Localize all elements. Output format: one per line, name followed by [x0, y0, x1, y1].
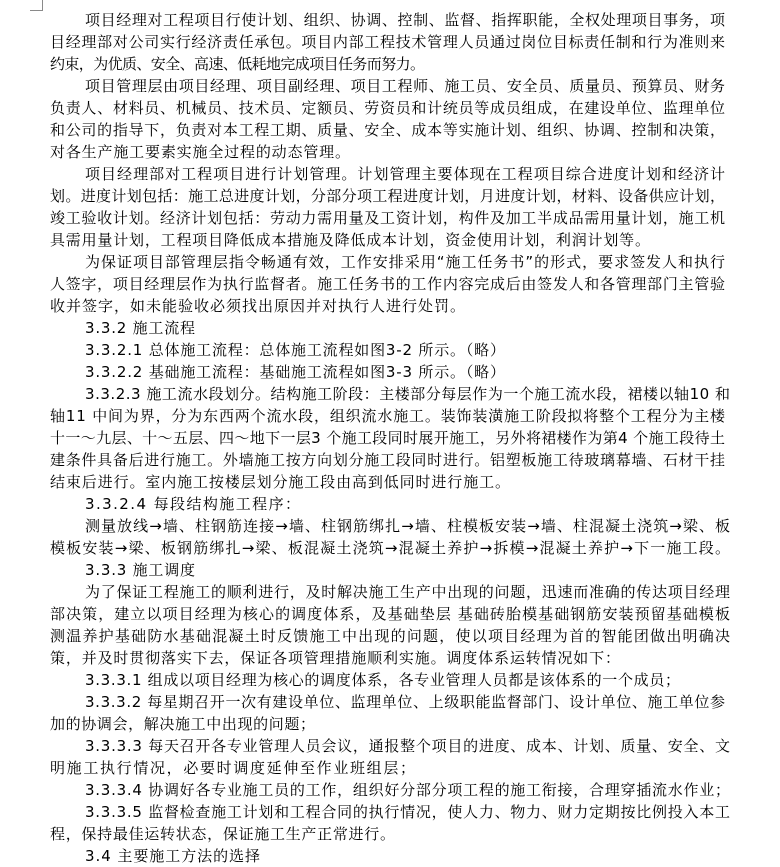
text-line-content: 目经理部对公司实行经济责任承包。项目内部工程技术管理人员通过岗位目标责任制和行为准则来	[50, 33, 726, 51]
text-line	[0, 229, 780, 251]
text-line-content: 人签字，项目经理层作为执行监督者。施工任务书的工作内容完成后由签发人和各管理部门主管验	[50, 275, 726, 293]
text-line	[0, 757, 780, 779]
text-line-content: 轴11 中间为界，分为东西两个流水段，组织流水施工。装饰装潢施工阶段拟将整个工程分为主楼	[50, 407, 726, 425]
text-line	[0, 625, 780, 647]
text-line-content: 3.3.2.3 施工流水段划分。结构施工阶段：主楼部分每层作为一个施工流水段，裙楼以轴10 和	[85, 385, 731, 403]
text-line	[0, 515, 780, 537]
text-line	[0, 471, 780, 493]
text-line	[0, 801, 780, 823]
text-line-content: 3.3.3.3 每天召开各专业管理人员会议，通报整个项目的进度、成本、计划、质量、安全、文	[85, 737, 731, 755]
text-line-content: 十一～九层、十～五层、四～地下一层3 个施工段同时展开施工，另外将裙楼作为第4 个施工段待土	[50, 429, 726, 447]
text-line	[0, 603, 780, 625]
text-line-content: 3.3.3 施工调度	[85, 561, 196, 579]
text-line-content: 为保证项目部管理层指令畅通有效，工作安排采用“施工任务书”的形式，要求签发人和执行	[85, 253, 726, 271]
text-line	[0, 31, 780, 53]
text-line	[0, 823, 780, 845]
document-page	[0, 9, 780, 867]
text-line	[0, 317, 780, 339]
text-line	[0, 449, 780, 471]
text-line	[0, 119, 780, 141]
text-line-content: 项目经理部对工程项目进行计划管理。计划管理主要体现在工程项目综合进度计划和经济计	[85, 165, 727, 183]
text-line	[0, 537, 780, 559]
text-line-content: 负责人、材料员、机械员、技术员、定额员、劳资员和计统员等成员组成，在建设单位、监理单位	[50, 99, 726, 117]
text-line	[0, 581, 780, 603]
text-line	[0, 647, 780, 669]
text-line	[0, 207, 780, 229]
text-line-content: 测量放线→墙、柱钢筋连接→墙、柱钢筋绑扎→墙、柱模板安装→墙、柱混凝土浇筑→梁、板	[85, 517, 732, 535]
text-line	[0, 53, 780, 75]
text-line	[0, 559, 780, 581]
text-line-content: 具需用量计划，工程项目降低成本措施及降低成本计划，资金使用计划，利润计划等。	[50, 231, 651, 249]
text-line-content: 结束后进行。室内施工按楼层划分施工段由高到低同时进行施工。	[50, 473, 511, 491]
text-line-content: 项目经理对工程项目行使计划、组织、协调、控制、监督、指挥职能，全权处理项目事务，项	[85, 11, 726, 29]
text-line	[0, 405, 780, 427]
text-line-content: 3.3.3.4 协调好各专业施工员的工作，组织好分部分项工程的施工衔接，合理穿插流水作业；	[85, 781, 731, 799]
text-line-content: 3.3.2.2 基础施工流程：基础施工流程如图3-3 所示。（略）	[85, 363, 506, 381]
text-line-content: 建条件具备后进行施工。外墙施工按方向划分施工段同时进行。铝塑板施工待玻璃幕墙、石材干挂	[50, 451, 726, 469]
text-line-content: 3.4 主要施工方法的选择	[85, 847, 261, 865]
text-line-content: 3.3.2.1 总体施工流程：总体施工流程如图3-2 所示。（略）	[85, 341, 506, 359]
text-line-content: 对各生产施工要素实施全过程的动态管理。	[50, 143, 351, 161]
text-line	[0, 163, 780, 185]
text-line-content: 和公司的指导下，负责对本工程工期、质量、安全、成本等实施计划、组织、协调、控制和决策，	[50, 121, 726, 139]
text-line-content: 测温养护基础防水基础混凝土时反馈施工中出现的问题，使以项目经理为首的智能团做出明确决	[50, 627, 732, 645]
text-line	[0, 845, 780, 867]
text-line-content: 收并签字，如未能验收必须找出原因并对执行人进行处罚。	[50, 297, 466, 315]
text-line	[0, 185, 780, 207]
text-line	[0, 779, 780, 801]
text-line-content: 明施工执行情况，必要时调度延伸至作业班组层；	[50, 759, 417, 777]
text-line	[0, 361, 780, 383]
text-line-content: 3.3.2 施工流程	[85, 319, 196, 337]
text-line	[0, 75, 780, 97]
text-line-content: 3.3.3.1 组成以项目经理为核心的调度体系，各专业管理人员都是该体系的一个成员；	[85, 671, 681, 689]
text-line-content: 3.3.2.4 每段结构施工程序：	[85, 495, 302, 513]
text-line-content: 竣工验收计划。经济计划包括：劳动力需用量及工资计划，构件及加工半成品需用量计划，施工机	[50, 209, 726, 227]
text-line-content: 项目管理层由项目经理、项目副经理、项目工程师、施工员、安全员、质量员、预算员、财务	[85, 77, 726, 95]
text-line	[0, 141, 780, 163]
text-line-content: 为了保证工程施工的顺利进行，及时解决施工生产中出现的问题，迅速而准确的传达项目经理	[85, 583, 731, 601]
text-line-content: 约束，为优质、安全、高速、低耗地完成项目任务而努力。	[50, 55, 425, 73]
text-line	[0, 295, 780, 317]
text-line-content: 模板安装→梁、板钢筋绑扎→梁、板混凝土浇筑→混凝土养护→拆模→混凝土养护→下一施工段。	[50, 539, 732, 557]
text-line	[0, 251, 780, 273]
text-line	[0, 691, 780, 713]
text-line	[0, 427, 780, 449]
text-line	[0, 383, 780, 405]
text-line-content: 加的协调会，解决施工中出现的问题；	[50, 715, 316, 733]
text-line-content: 3.3.3.2 每星期召开一次有建设单位、监理单位、上级职能监督部门、设计单位、施工单位参	[85, 693, 726, 711]
text-line-content: 策，并及时贯彻落实下去，保证各项管理措施顺利实施。调度体系运转情况如下：	[50, 649, 621, 667]
text-line	[0, 493, 780, 515]
text-line	[0, 669, 780, 691]
text-line-content: 划。进度计划包括：施工总进度计划，分部分项工程进度计划，月进度计划，材料、设备供应计划，	[50, 187, 726, 205]
text-line	[0, 97, 780, 119]
text-line	[0, 339, 780, 361]
text-line-content: 程，保持最佳运转状态，保证施工生产正常进行。	[50, 825, 396, 843]
text-line	[0, 713, 780, 735]
text-line-content: 部决策，建立以项目经理为核心的调度体系，及基础垫层 基础砖胎模基础钢筋安装预留基础模板	[50, 605, 732, 623]
text-line	[0, 735, 780, 757]
text-line-content: 3.3.3.5 监督检查施工计划和工程合同的执行情况，使人力、物力、财力定期按比例投入本工	[85, 803, 731, 821]
text-line	[0, 273, 780, 295]
text-line	[0, 9, 780, 31]
